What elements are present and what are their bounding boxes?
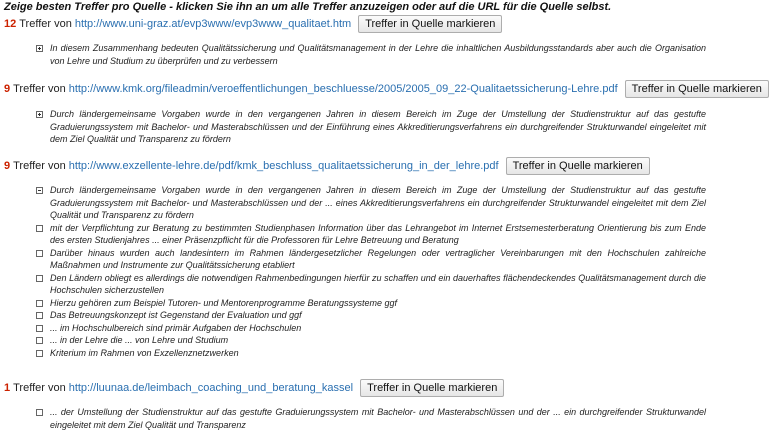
hit-count: 12 (4, 18, 17, 30)
hit-list (36, 406, 706, 431)
hit-text: Den Ländern obliegt es allerdings die notwendigen Rahmenbedingungen hierfür zu schaffen und ein dauerhaftes flächendeckendes Qualitätsmanagement durch die Hochschulen sicherzustellen (50, 272, 706, 295)
treffer-label: Treffer von (13, 160, 66, 172)
hit-count: 1 (4, 382, 11, 394)
list-item[interactable] (36, 334, 706, 347)
treffer-label: Treffer von (13, 382, 66, 394)
collapse-icon[interactable] (36, 187, 43, 194)
hit-count: 9 (4, 83, 11, 95)
hit-text: Das Betreuungskonzept ist Gegenstand der Evaluation und ggf (50, 310, 302, 320)
source-row (4, 80, 769, 98)
hit-text: Darüber hinaus wurden auch landesintern im Rahmen ländergesetzlicher Regelungen oder vertraglicher Vereinbarungen mit den Hochschulen zahlreiche Maßnahmen und Instrumente zur Qualitätssicherung etabliert (50, 247, 706, 270)
mark-hits-button[interactable]: Treffer in Quelle markieren (358, 15, 502, 33)
expand-icon[interactable] (36, 111, 43, 118)
source-url-link[interactable]: http://www.exzellente-lehre.de/pdf/kmk_beschluss_qualitaetssicherung_in_der_lehre.pdf (68, 160, 499, 172)
hit-text: ... im Hochschulbereich sind primär Aufgaben der Hochschulen (50, 322, 302, 333)
list-item[interactable] (36, 406, 706, 431)
list-item[interactable] (36, 309, 706, 322)
bullet-icon (36, 312, 43, 319)
source-url-link[interactable]: http://www.kmk.org/fileadmin/veroeffentlichungen_beschluesse/2005/2005_09_22-Qualitaetssicherung-Lehre.pdf (68, 83, 618, 95)
mark-hits-button[interactable]: Treffer in Quelle markieren (360, 379, 504, 397)
source-url-link[interactable]: http://luunaa.de/leimbach_coaching_und_beratung_kassel (68, 382, 354, 394)
source-row (4, 15, 502, 33)
mark-hits-button[interactable]: Treffer in Quelle markieren (506, 157, 650, 175)
list-item[interactable] (36, 42, 706, 67)
list-item[interactable] (36, 272, 706, 297)
list-item[interactable] (36, 322, 706, 335)
mark-hits-button[interactable]: Treffer in Quelle markieren (625, 80, 769, 98)
hit-list (36, 42, 706, 67)
hit-list (36, 108, 706, 146)
source-row (4, 157, 650, 175)
list-item[interactable] (36, 222, 706, 247)
hit-text: ... der Umstellung der Studienstruktur auf das gestufte Graduierungssystem mit Bachelor- und Masterabschlüssen und der ... ein durchgreifender Strukturwandel eingeleitet mit dem Ziel Qualität und Transparenz (50, 407, 706, 430)
hit-count: 9 (4, 160, 11, 172)
instructions-header: Zeige besten Treffer pro Quelle - klicken Sie ihn an um alle Treffer anzuzeigen oder auf die URL für die Quelle selbst. (4, 1, 612, 13)
hit-list (36, 184, 706, 359)
list-item[interactable] (36, 347, 706, 360)
list-item[interactable] (36, 108, 706, 146)
bullet-icon (36, 409, 43, 416)
bullet-icon (36, 350, 43, 357)
hit-text: In diesem Zusammenhang bedeuten Qualitätssicherung und Qualitätsmanagement in der Lehre die inhaltlichen Ausbildungsstandards aber auch die Organisation von Lehre und Studium zu überprüfen und zu verbessern (50, 43, 706, 66)
bullet-icon (36, 337, 43, 344)
source-row (4, 379, 504, 397)
hit-text: Kriterium im Rahmen von Exzellenznetzwerken (50, 347, 239, 358)
bullet-icon (36, 250, 43, 257)
list-item[interactable] (36, 297, 706, 310)
bullet-icon (36, 225, 43, 232)
list-item[interactable] (36, 247, 706, 272)
bullet-icon (36, 300, 43, 307)
hit-text: Durch ländergemeinsame Vorgaben wurde in den vergangenen Jahren in diesem Bereich im Zuge der Umstellung der Studienstruktur auf das gestufte Graduierungssystem mit Bachelor- und Masterabschlüssen und der ... eines Akkreditierungsverfahrens ein durchgreifender Strukturwandel eingeleitet mit dem Ziel Qualität und Transparenz zu fördern (50, 185, 706, 220)
treffer-label: Treffer von (13, 83, 66, 95)
hit-text: Durch ländergemeinsame Vorgaben wurde in den vergangenen Jahren in diesem Bereich im Zuge der Umstellung der Studienstruktur auf das gestufte Graduierungssystem mit Bachelor- und Masterabschlüssen und der Einführung eines Akkreditierungsverfahrens ein durchgreifender Strukturwandel eingeleitet mit dem Ziel Qualität und Transparenz zu fördern (50, 109, 706, 144)
expand-icon[interactable] (36, 45, 43, 52)
hit-text: Hierzu gehören zum Beispiel Tutoren- und Mentorenprogramme Beratungssysteme ggf (50, 297, 398, 308)
hit-text: mit der Verpflichtung zur Beratung zu bestimmten Studienphasen Information über das Lehrangebot im Internet Erstsemesterberatung Orientierung bis zum Ende des ersten Studienjahres ... einer Präsenzpflicht für die Professoren für Lehre Betreuung und Beratung (50, 222, 706, 245)
bullet-icon (36, 325, 43, 332)
hit-text: ... in der Lehre die ... von Lehre und Studium (50, 335, 229, 345)
bullet-icon (36, 275, 43, 282)
treffer-label: Treffer von (19, 18, 72, 30)
source-url-link[interactable]: http://www.uni-graz.at/evp3www/evp3www_qualitaet.htm (74, 18, 352, 30)
list-item[interactable] (36, 184, 706, 222)
